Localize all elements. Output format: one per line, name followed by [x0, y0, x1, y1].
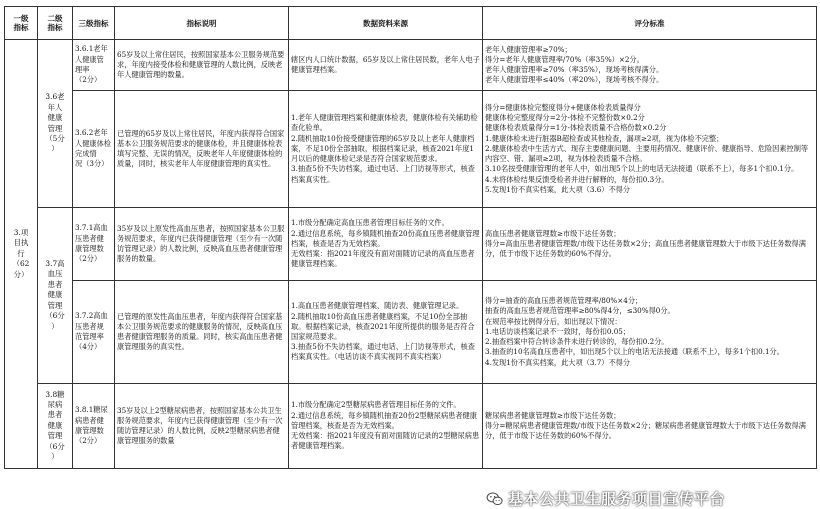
scoring-cell: 老年人健康管理率≥70%； 得分=老年人健康管理率/70%（率35%）×2分。 老年人健康管理率≥70%（率35%），现场考核得满分。 老年人健康管理率≤40%（率20%），现场考核不得分。 — [483, 40, 817, 91]
scoring-cell: 得分=抽查的高血压患者规范管理率/80%×4分； 抽查的高血压患者规范管理率≥80%得4分，≤30%得0分。 在规范率按比例得分后，如出现以下情况： 1.电话访谈档案记录不一致时，每份扣0.05； 2.抽查档案中符合转诊条件未进行转诊的，每份扣0.2分。 3.抽查的10名高血压患者中，如出现5个以上的电话无法接通（联系不上），每多1个扣0.1分。 4.发现1份不真实档案，此大项（3.7）不得分 — [483, 281, 817, 384]
level2-diabetes: 3.8糖 尿病 患者 健康 管理 （6分 ） — [38, 384, 73, 469]
header-description: 指标说明 — [115, 7, 289, 40]
table-row — [5, 91, 817, 208]
level1-cell: 3.项 目执 行 （62 分） — [5, 40, 38, 469]
header-source: 数据资料来源 — [289, 7, 483, 40]
description-cell: 65岁及以上常住居民，按照国家基本公卫服务规范要求，年度内接受体检和健康管理的人数比例，反映老年人健康管理的数量。 — [115, 40, 289, 91]
scoring-cell: 糖尿病患者健康管理数≥市级下达任务数； 得分=糖尿病患者健康管理数/市级下达任务数×2分；糖尿病患者健康管理数大于市级下达任务数得满分，低于市级下达任务数的60%不得分。 — [483, 384, 817, 469]
header-row — [5, 7, 817, 40]
watermark-text: 基本公共卫生服务项目宣传平台 — [508, 490, 726, 508]
source-cell: 1.高血压患者健康管理档案、随访表、健康管理记录。 2.随机抽取10份高血压患者健康档案，不足10份全部抽取。根据档案记录，核查2021年度所提供的服务是否符合国家规范要求。 3.抽查5份不失访档案，通过电话、上门访视等形式，核查档案真实性。（电话访谈不真实视同不真实档案） — [289, 281, 483, 384]
header-level2: 二级 指标 — [38, 7, 73, 40]
level3-cell: 3.8.1糖尿 病患者健 康管理数 （2分） — [73, 384, 115, 469]
level3-cell: 3.7.1高血 压患者健 康管理数 （2分） — [73, 208, 115, 281]
watermark — [486, 488, 725, 509]
level3-cell: 3.6.1老年 人健康管 理率 （2分） — [73, 40, 115, 91]
level3-cell: 3.6.2老年 人健康体检 完成情 况（3分） — [73, 91, 115, 208]
source-cell: 1.老年人健康管理档案和健康体检表，健康体检有关辅助检查化验单。 2.随机抽取10份接受健康管理的65岁及以上老年人健康档案，不足10份全部抽取，根据档案记录，核查2021年度1月以后的健康体检记录是否符合国家规范要求。 3.抽查5份不失访档案，通过电话、上门访视等形式，核查档案真实性。 — [289, 91, 483, 208]
source-cell: 辖区内人口统计数据，65岁及以上常住居民数，老年人电子健康管理档案。 — [289, 40, 483, 91]
table-row — [5, 208, 817, 281]
source-cell: 1.市级分配确定2型糖尿病患者管理目标任务的文件。 2.通过信息系统，每乡镇随机抽查20份2型糖尿病患者健康管理档案，核查是否为无效档案。 无效档案：指2021年度没有面对面随访记录的2型糖尿病患者健康管理档案。 — [289, 384, 483, 469]
table-row — [5, 281, 817, 384]
description-cell: 35岁及以上原发性高血压患者，按照国家基本公卫服务规范要求，年度内已获得健康管理（至少有一次随访管理记录）的人数比例，反映高血压患者健康管理服务的数量。 — [115, 208, 289, 281]
scoring-cell: 得分=健康体检完整度得分+健康体检表质量得分 健康体检完整度得分=2分-体检不完整份数×0.2分 健康体检表质量得分=1分-体检表质量不合格份数×0.2分 1.健康体检未进行脏器B超检查或其他检查，漏项≥2项，视为体检不完整； 2.健康体检表中生活方式、现存主要健康问题、主要用药情况、健康评价、健康指导、危险因素控制等内容空、错、漏项≥2项，视为体检表质量不合格。 3.10名按受健康管理的老年人中，如出现5个以上的电话无法接通（联系不上），每多1个扣0.1分。 4.未将体检结果反馈受检者并进行解释的，每份扣0.3分。 5.发现1份不真实档案，此大项（3.6）不得分 — [483, 91, 817, 208]
header-level1: 一级 指标 — [5, 7, 38, 40]
scoring-cell: 高血压患者健康管理数≥市级下达任务数； 得分=高血压患者健康管理数/市级下达任务数×2分；高血压患者健康管理数大于市级下达任务数得满分，低于市级下达任务数的60%不得分。 — [483, 208, 817, 281]
wechat-icon — [486, 490, 504, 508]
description-cell: 35岁及以上2型糖尿病患者，按照国家基本公共卫生服务规范要求，年度内已获得健康管理（至少有一次随访管理记录）的人数比例，反映2型糖尿病患者健康管理服务的数量 — [115, 384, 289, 469]
level2-elderly: 3.6老 年人 健康 管理 （5分 ） — [38, 40, 73, 208]
table-row — [5, 40, 817, 91]
evaluation-table — [4, 6, 817, 469]
table-row — [5, 384, 817, 469]
header-level3: 三级指标 — [73, 7, 115, 40]
header-scoring: 评分标准 — [483, 7, 817, 40]
level2-hypertension: 3.7高 血压 患者 健康 管理 （6分 ） — [38, 208, 73, 384]
level3-cell: 3.7.2高血 压患者规 范管理率 （4分） — [73, 281, 115, 384]
source-cell: 1.市级分配确定高血压患者管理目标任务的文件。 2.通过信息系统，每乡镇随机抽查20份高血压患者健康管理档案，核查是否为无效档案。 无效档案：指2021年度没有面对面随访记录的高血压患者健康管理档案。 — [289, 208, 483, 281]
description-cell: 已管理的65岁及以上常住居民，年度内获得符合国家基本公卫服务规范要求的健康体检，并且健康体检表填写完整、无误的情况，反映老年人年度健康体检的质量，同时，核实老年人年度健康管理的真实性。 — [115, 91, 289, 208]
description-cell: 已管理的原发性高血压患者，年度内获得符合国家基本公卫服务规范要求的健康服务的情况，反映高血压患者健康管理服务的质量。同时，核实高血压患者健康管理服务的真实性。 — [115, 281, 289, 384]
